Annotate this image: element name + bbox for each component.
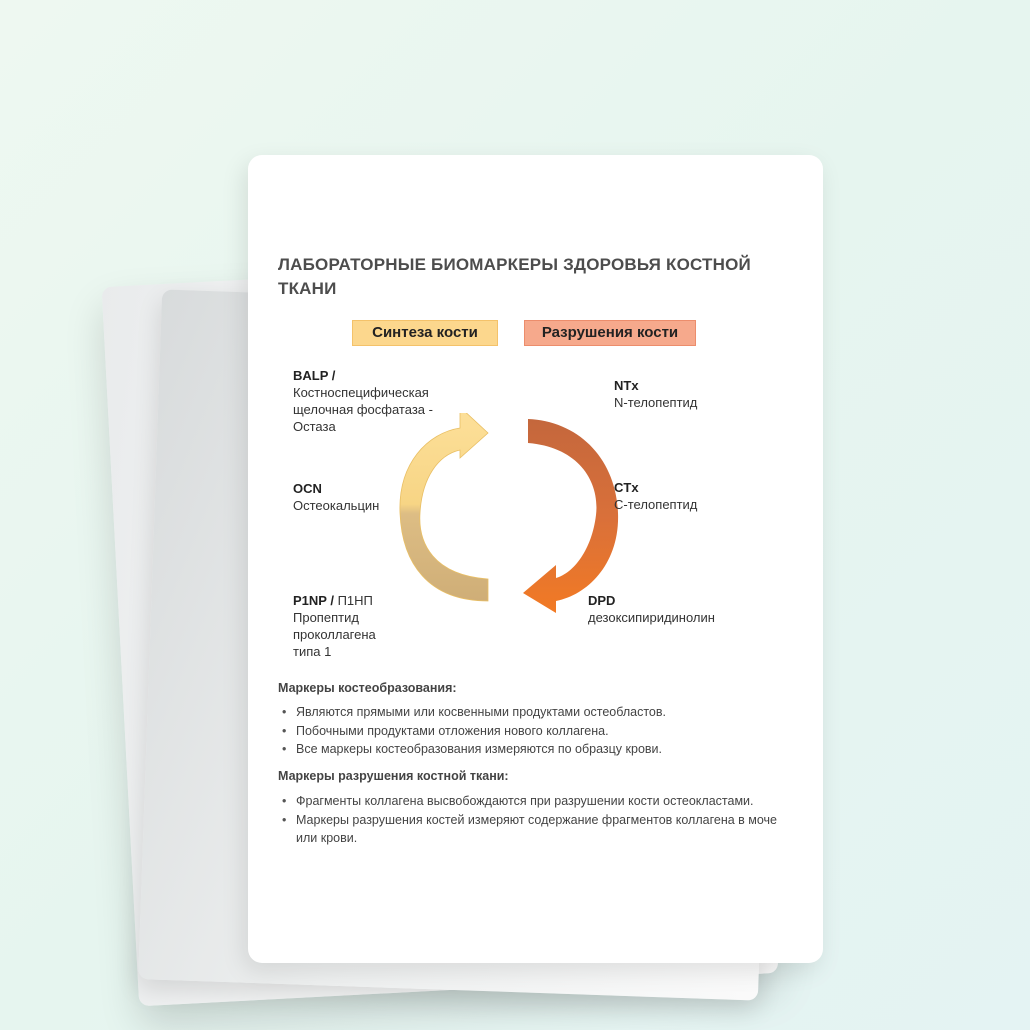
resorption-list [278, 792, 798, 848]
marker-ntx [614, 377, 697, 411]
resorption-tag: Разрушения кости [524, 320, 696, 346]
marker-ctx [614, 479, 697, 513]
marker-balp [293, 367, 433, 435]
marker-ocn-desc: Остеокальцин [293, 498, 380, 513]
marker-dpd [588, 592, 715, 626]
marker-p1np-desc-2: проколлагена [293, 627, 376, 642]
synthesis-arrow [400, 413, 488, 601]
formation-heading: Маркеры костеобразования: [278, 681, 457, 695]
marker-p1np [293, 592, 376, 660]
list-item: • Все маркеры костеобразования измеряются по образцу крови. [278, 740, 798, 759]
resorption-arrow [523, 419, 618, 613]
marker-p1np-desc-1: Пропептид [293, 610, 359, 625]
synthesis-tag: Синтеза кости [352, 320, 498, 346]
list-item: • Являются прямыми или косвенными продуктами остеобластов. [278, 703, 798, 722]
marker-dpd-code: DPD [588, 593, 616, 608]
marker-ocn [293, 480, 379, 514]
marker-p1np-code: P1NP / [293, 593, 334, 608]
marker-balp-desc-3: Остаза [293, 419, 336, 434]
document-page [248, 155, 823, 963]
bone-turnover-cycle-diagram [388, 413, 628, 613]
list-item: • Маркеры разрушения костей измеряют содержание фрагментов коллагена в моче или крови. [278, 811, 798, 848]
marker-ocn-code: OCN [293, 481, 322, 496]
marker-balp-desc-1: Костноспецифическая [293, 385, 429, 400]
list-item: • Фрагменты коллагена высвобождаются при разрушении кости остеокластами. [278, 792, 798, 811]
marker-balp-desc-2: щелочная фосфатаза - [293, 402, 433, 417]
page-title: ЛАБОРАТОРНЫЕ БИОМАРКЕРЫ ЗДОРОВЬЯ КОСТНОЙ ТКАНИ [278, 255, 751, 298]
resorption-heading: Маркеры разрушения костной ткани: [278, 769, 509, 783]
marker-ntx-code: NTx [614, 378, 639, 393]
marker-ctx-code: CTx [614, 480, 639, 495]
marker-ntx-desc: N-телопептид [614, 395, 698, 410]
formation-list [278, 703, 798, 759]
marker-ctx-desc: C-телопептид [614, 497, 698, 512]
marker-p1np-desc-3: типа 1 [293, 644, 332, 659]
marker-dpd-desc: дезоксипиридинолин [588, 610, 715, 625]
marker-balp-code: BALP / [293, 368, 336, 383]
list-item: • Побочными продуктами отложения нового коллагена. [278, 722, 798, 741]
marker-p1np-code-extra: П1НП [333, 593, 373, 608]
